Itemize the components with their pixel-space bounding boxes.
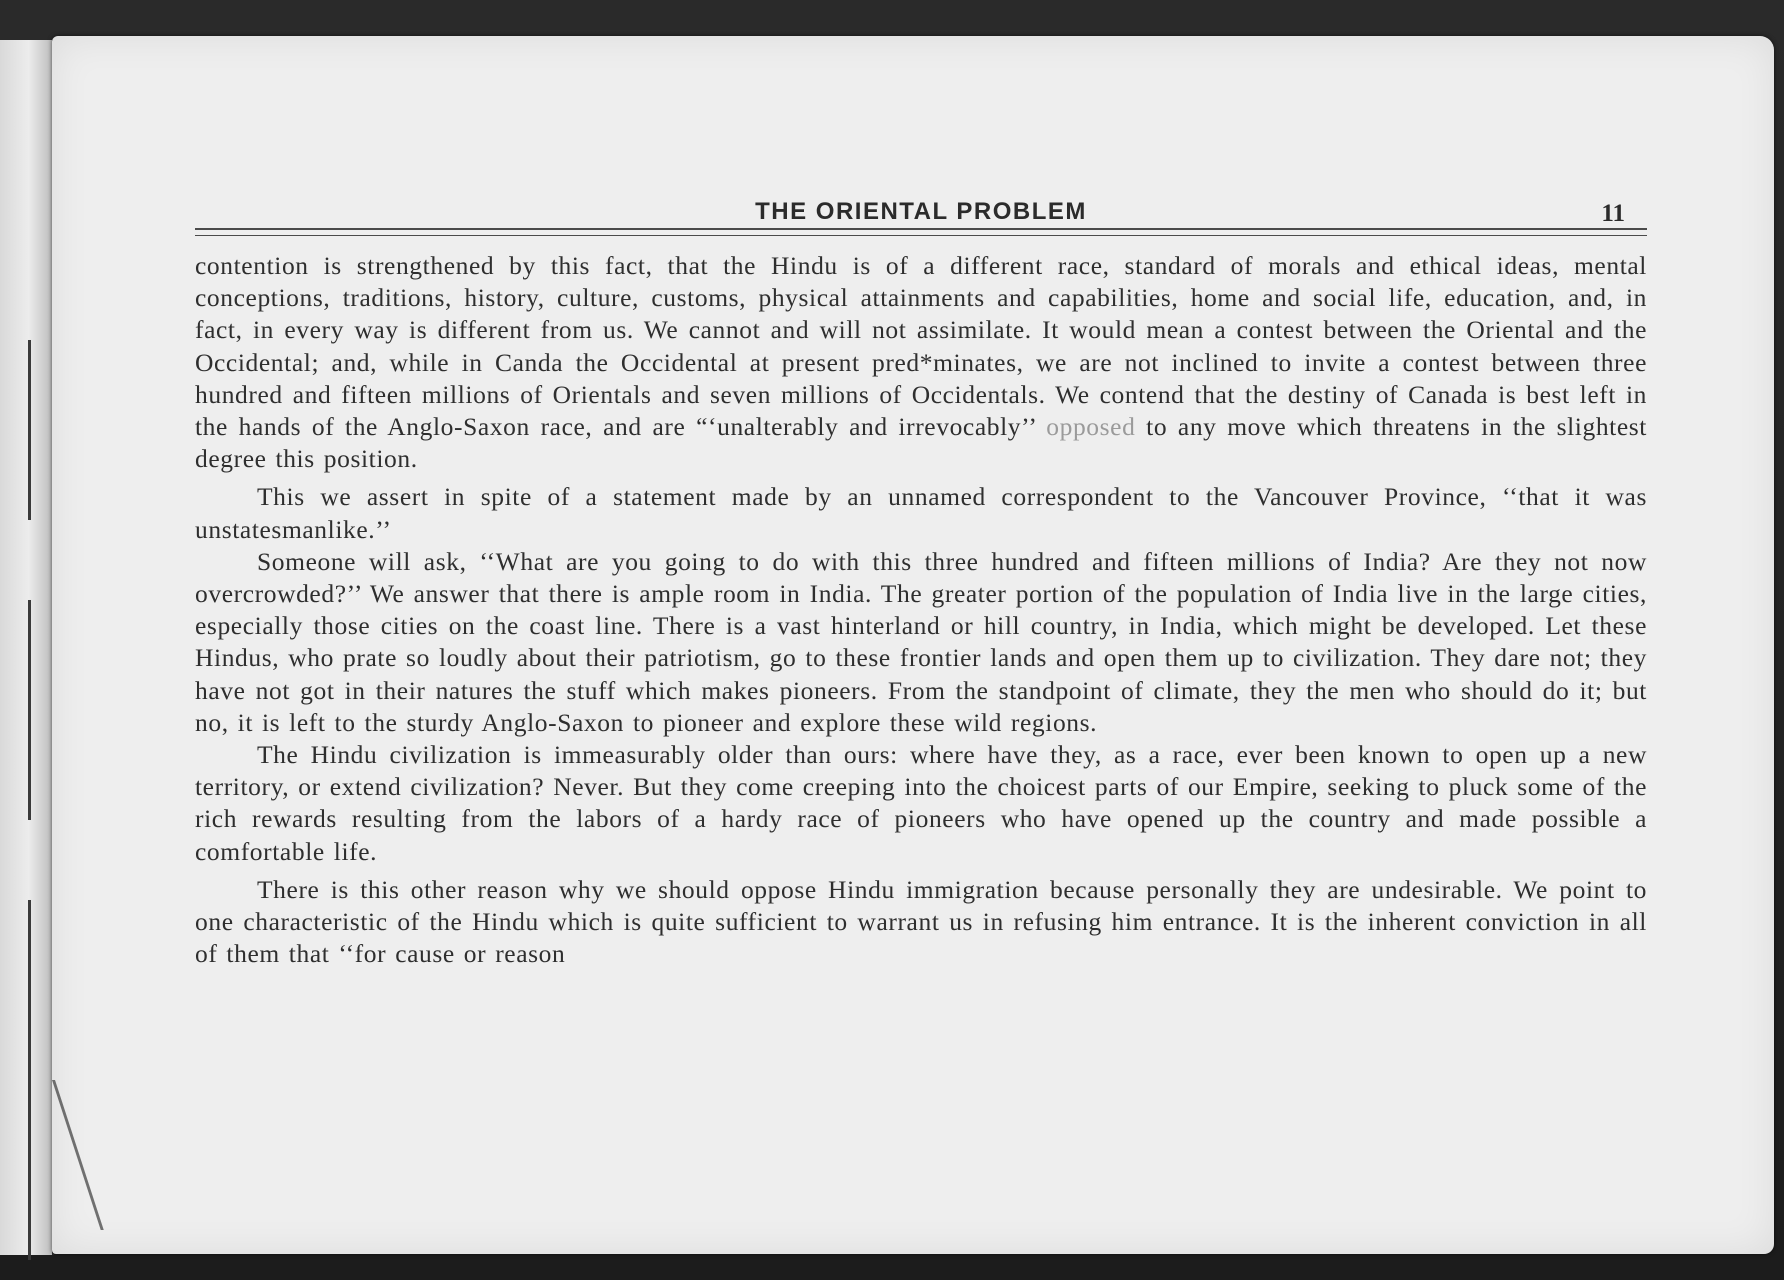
page-edge-mark — [28, 600, 31, 820]
body-text — [195, 250, 1647, 970]
paragraph: This we assert in spite of a statement made by an unnamed correspondent to the Vancouver Province, ‘‘that it was unstatesmanlike.’’ — [195, 482, 1647, 544]
paragraph-text: to any move which threatens in the slightest degree this position. — [195, 412, 1647, 474]
paragraph: Someone will ask, ‘‘What are you going to do with this three hundred and fifteen millions of India? Are they not now overcrowded?’’ We answer that there is ample room in India. The greater portion of the population of India live in the large cities, especially those cities on the coast line. There is a vast hinterland or hill country, in India, which might be developed. Let these Hindus, who prate so loudly about their patriotism, go to these frontier lands and open them up to civilization. They dare not; they have not got in their natures the stuff which makes pioneers. From the standpoint of climate, they the men who should do it; but no, it is left to the sturdy Anglo-Saxon to pioneer and explore these wild regions. — [195, 546, 1647, 737]
page-edge-mark — [28, 340, 31, 520]
page-number: 11 — [1601, 200, 1625, 227]
page-edge-mark — [28, 900, 31, 1260]
paragraph-text: contention is strengthened by this fact, that the Hindu is of a different race, standard of morals and ethical ideas, mental conceptions, traditions, history, culture, customs, physical attainments and capabilities, home and social life, education, and, in fact, in every way is different from us. We cannot and will not assimilate. It would mean a contest between the Oriental and the Occidental; and, while in Canda the Occidental at present pred*minates, we are not inclined to invite a contest between three hundred and fifteen millions of Orientals and seven millions of Occidentals. We contend that the destiny of Canada is best left in the hands of the Anglo-Saxon race, and are “‘unalterably and irrevocably’’ — [195, 251, 1647, 442]
running-head-title: THE ORIENTAL PROBLEM — [755, 198, 1087, 225]
paragraph-continued — [195, 250, 1647, 475]
paragraph: The Hindu civilization is immeasurably older than ours: where have they, as a race, ever been known to open up a new territory, or extend civilization? Never. But they come creeping into the choicest parts of our Empire, seeking to pluck some of the rich rewards resulting from the labors of a hardy race of pioneers who have opened up the country and made possible a comfortable life. — [195, 740, 1647, 866]
header-rule-thin — [195, 235, 1647, 236]
faded-word: opposed — [1046, 412, 1136, 442]
previous-page-edge — [0, 40, 54, 1255]
running-head — [195, 198, 1647, 228]
header-rule — [195, 228, 1647, 230]
paragraph: There is this other reason why we should oppose Hindu immigration because personally they are undesirable. We point to one characteristic of the Hindu which is quite sufficient to warrant us in refusing him entrance. It is the inherent conviction in all of them that ‘‘for cause or reason — [195, 874, 1647, 969]
